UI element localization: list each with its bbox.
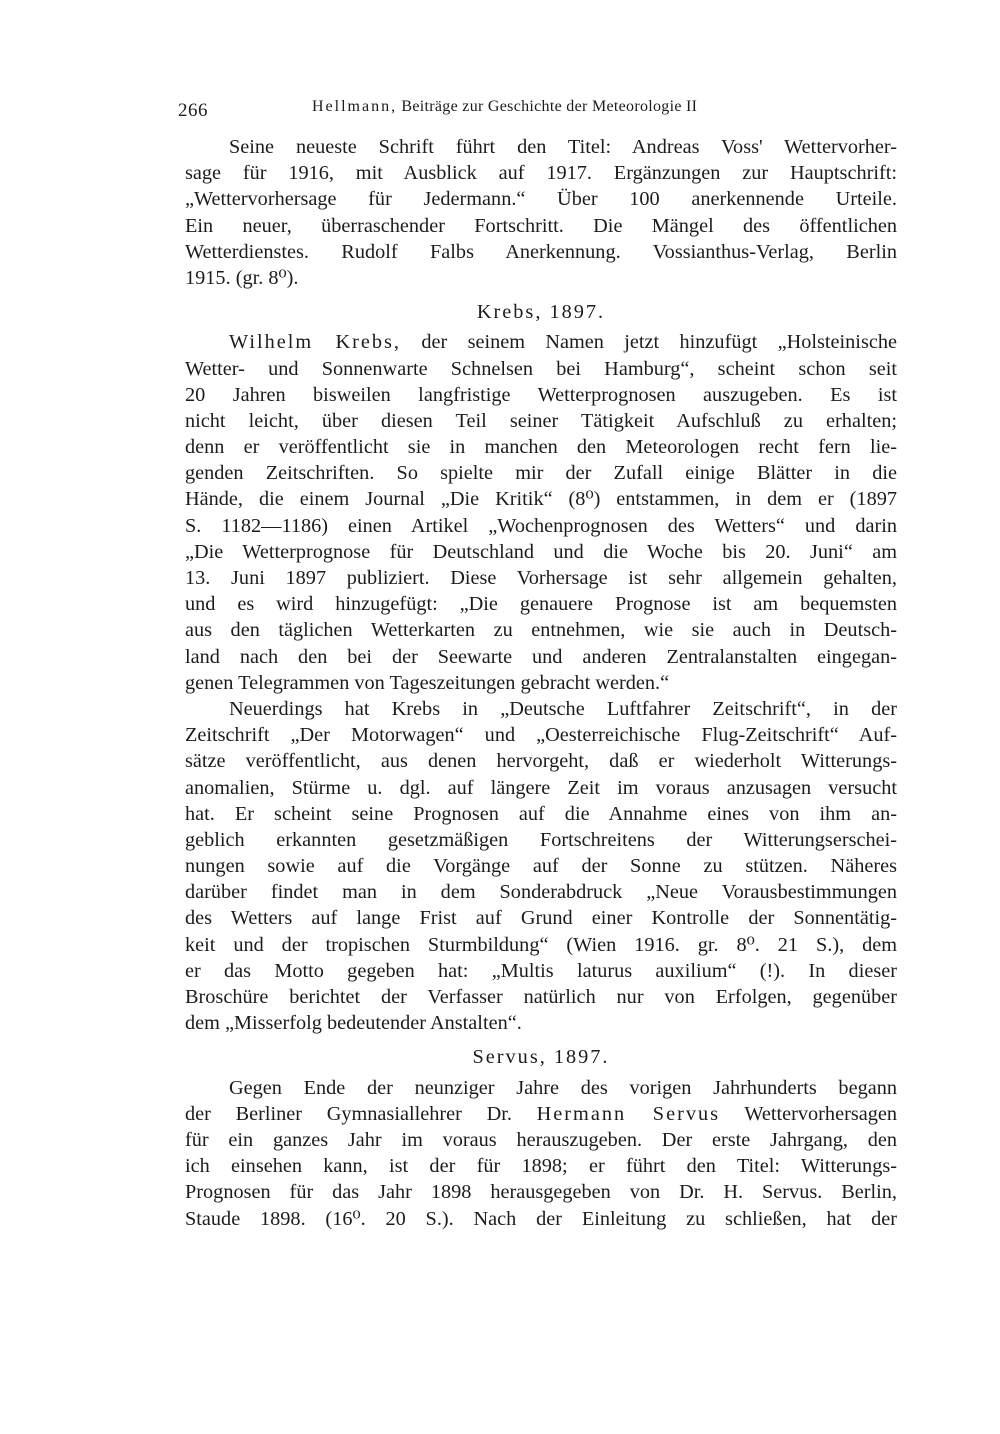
text-line: ich einsehen kann, ist der für 1898; er führt den Titel: Witterungs-	[185, 1155, 897, 1178]
text-line: Broschüre berichtet der Verfasser natürlich nur von Erfolgen, gegenüber	[185, 986, 897, 1008]
text-line	[185, 1101, 897, 1127]
text-line: genden Zeitschriften. So spielte mir der Zufall einige Blätter in die	[185, 462, 897, 485]
text-line: Hände, die einem Journal „Die Kritik“ (8⁰) entstammen, in dem er (1897	[185, 488, 897, 511]
page-number: 266	[178, 100, 208, 121]
text-line: Gegen Ende der neunziger Jahre des vorigen Jahrhunderts begann	[229, 1076, 897, 1099]
running-title	[312, 98, 697, 116]
text-line: hat. Er scheint seine Prognosen auf die Annahme eines von ihm an-	[185, 802, 897, 825]
text-line: Wetterdienstes. Rudolf Falbs Anerkennung. Vossianthus-Verlag, Berlin	[185, 240, 897, 263]
body-text	[185, 134, 897, 1232]
text-line: für ein ganzes Jahr im voraus herauszugeben. Der erste Jahrgang, den	[185, 1128, 897, 1151]
person-name: Wilhelm Krebs,	[229, 331, 401, 354]
text-fragment: der Berliner Gymnasiallehrer Dr.	[185, 1102, 512, 1125]
text-line: „Die Wetterprognose für Deutschland und die Woche bis 20. Juni“ am	[185, 540, 897, 563]
text-line: Staude 1898. (16⁰. 20 S.). Nach der Einleitung zu schließen, hat der	[185, 1207, 897, 1230]
text-line: darüber findet man in dem Sonderabdruck „Neue Vorausbestimmungen	[185, 881, 897, 904]
text-line: er das Motto gegeben hat: „Multis laturus auxilium“ (!). In dieser	[185, 959, 897, 982]
running-title-text: Beiträge zur Geschichte der Meteorologie II	[401, 98, 698, 115]
running-head	[178, 96, 758, 122]
text-line: 20 Jahren bisweilen langfristige Wetterprognosen auszugeben. Es ist	[185, 383, 897, 406]
text-line: nungen sowie auf die Vorgänge auf der Sonne zu stützen. Näheres	[185, 855, 897, 878]
text-line: „Wettervorhersage für Jedermann.“ Über 100 anerkennende Urteile.	[185, 188, 897, 211]
text-fragment: der seinem Namen jetzt hinzufügt „Holsteinische	[421, 331, 897, 354]
text-line: dem „Misserfolg bedeutender Anstalten“.	[185, 1012, 522, 1035]
text-line	[185, 329, 897, 355]
text-line: S. 1182—1186) einen Artikel „Wochenprognosen des Wetters“ und darin	[185, 514, 897, 537]
text-line: des Wetters auf lange Frist auf Grund einer Kontrolle der Sonnentätig-	[185, 907, 897, 930]
text-fragment: Wettervorhersagen	[744, 1102, 897, 1125]
text-line: keit und der tropischen Sturmbildung“ (Wien 1916. gr. 8⁰. 21 S.), dem	[185, 933, 897, 956]
text-line: Neuerdings hat Krebs in „Deutsche Luftfahrer Zeitschrift“, in der	[229, 697, 897, 720]
text-line: Prognosen für das Jahr 1898 herausgegeben von Dr. H. Servus. Berlin,	[185, 1181, 897, 1204]
text-line: Ein neuer, überraschender Fortschritt. Die Mängel des öffentlichen	[185, 214, 897, 237]
section-heading-krebs: Krebs, 1897.	[476, 301, 606, 324]
text-line: land nach den bei der Seewarte und anderen Zentralanstalten eingegan-	[185, 645, 897, 668]
text-line: nicht leicht, über diesen Teil seiner Tätigkeit Aufschluß zu erhalten;	[185, 409, 897, 432]
text-line: Zeitschrift „Der Motorwagen“ und „Oesterreichische Flug-Zeitschrift“ Auf-	[185, 724, 897, 747]
text-line: geblich erkannten gesetzmäßigen Fortschreitens der Witterungserschei-	[185, 828, 897, 851]
running-title-author: Hellmann,	[312, 98, 398, 115]
person-name: Hermann Servus	[536, 1102, 721, 1125]
text-line: sage für 1916, mit Ausblick auf 1917. Ergänzungen zur Hauptschrift:	[185, 162, 897, 185]
text-line: genen Telegrammen von Tageszeitungen gebracht werden.“	[185, 671, 670, 694]
text-line: Wetter- und Sonnenwarte Schnelsen bei Hamburg“, scheint schon seit	[185, 357, 897, 380]
text-line: aus den täglichen Wetterkarten zu entnehmen, wie sie auch in Deutsch-	[185, 619, 897, 642]
text-line: Seine neueste Schrift führt den Titel: Andreas Voss' Wettervorher-	[229, 136, 897, 158]
text-line: denn er veröffentlicht sie in manchen den Meteorologen recht fern lie-	[185, 436, 897, 459]
section-heading-servus: Servus, 1897.	[472, 1046, 610, 1069]
text-line: sätze veröffentlicht, aus denen hervorgeht, daß er wiederholt Witterungs-	[185, 750, 897, 773]
text-line: und es wird hinzugefügt: „Die genauere Prognose ist am bequemsten	[185, 593, 897, 616]
text-line: 13. Juni 1897 publiziert. Diese Vorhersage ist sehr allgemein gehalten,	[185, 567, 897, 589]
text-line: anomalien, Stürme u. dgl. auf längere Zeit im voraus anzusagen versucht	[185, 776, 897, 799]
text-line: 1915. (gr. 8⁰).	[185, 266, 299, 289]
